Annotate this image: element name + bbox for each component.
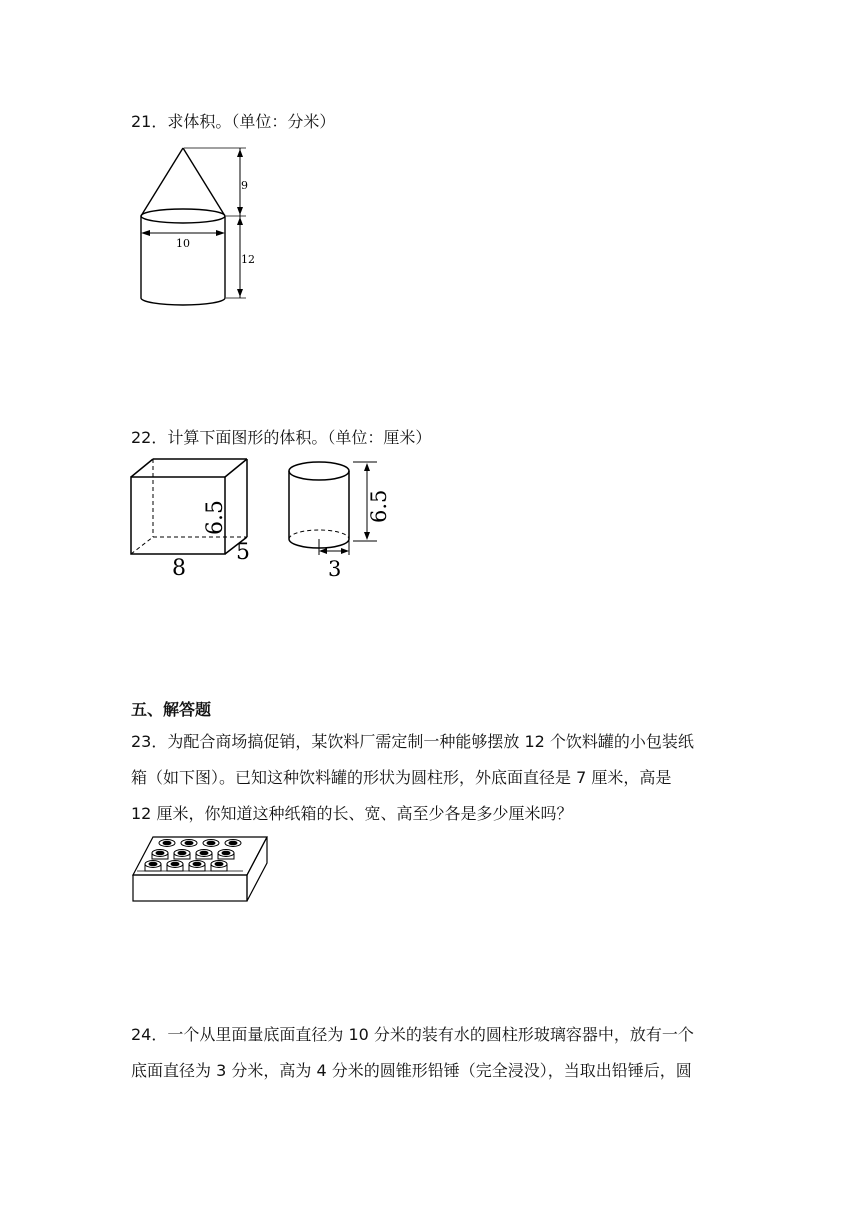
question-23-text [131,724,741,832]
question-21-text: 21．求体积。（单位：分米） [131,112,336,131]
question-23-line: 箱（如下图）。已知这种饮料罐的形状为圆柱形，外底面直径是 7 厘米，高是 [131,768,672,787]
cuboid-width-label: 5 [236,540,250,565]
section-title: 五、解答题 [131,700,212,719]
cans-box-figure [131,833,269,905]
question-23-line: 12 厘米，你知道这种纸箱的长、宽、高至少各是多少厘米吗？ [131,804,573,823]
cuboid-figure [128,455,263,580]
question-22-text: 22．计算下面图形的体积。（单位：厘米） [131,428,432,447]
question-24-line: 底面直径为 3 分米，高为 4 分米的圆锥形铅锤（完全浸没），当取出铅锤后，圆 [131,1061,692,1080]
diameter-label: 10 [176,237,190,250]
cone-height-label: 9 [241,179,248,192]
cylinder-radius-label: 3 [328,557,342,581]
question-24-text [131,1017,741,1089]
cylinder-height-label: 12 [241,253,255,266]
cone-on-cylinder-figure [128,140,268,310]
cuboid-length-label: 8 [172,556,186,581]
question-24-line: 24．一个从里面量底面直径为 10 分米的装有水的圆柱形玻璃容器中，放有一个 [131,1025,694,1044]
cylinder-height-label: 6.5 [367,489,391,523]
question-23-line: 23．为配合商场搞促销，某饮料厂需定制一种能够摆放 12 个饮料罐的小包装纸 [131,732,694,751]
cuboid-height-label: 6.5 [203,500,228,535]
cylinder-figure [285,455,395,580]
